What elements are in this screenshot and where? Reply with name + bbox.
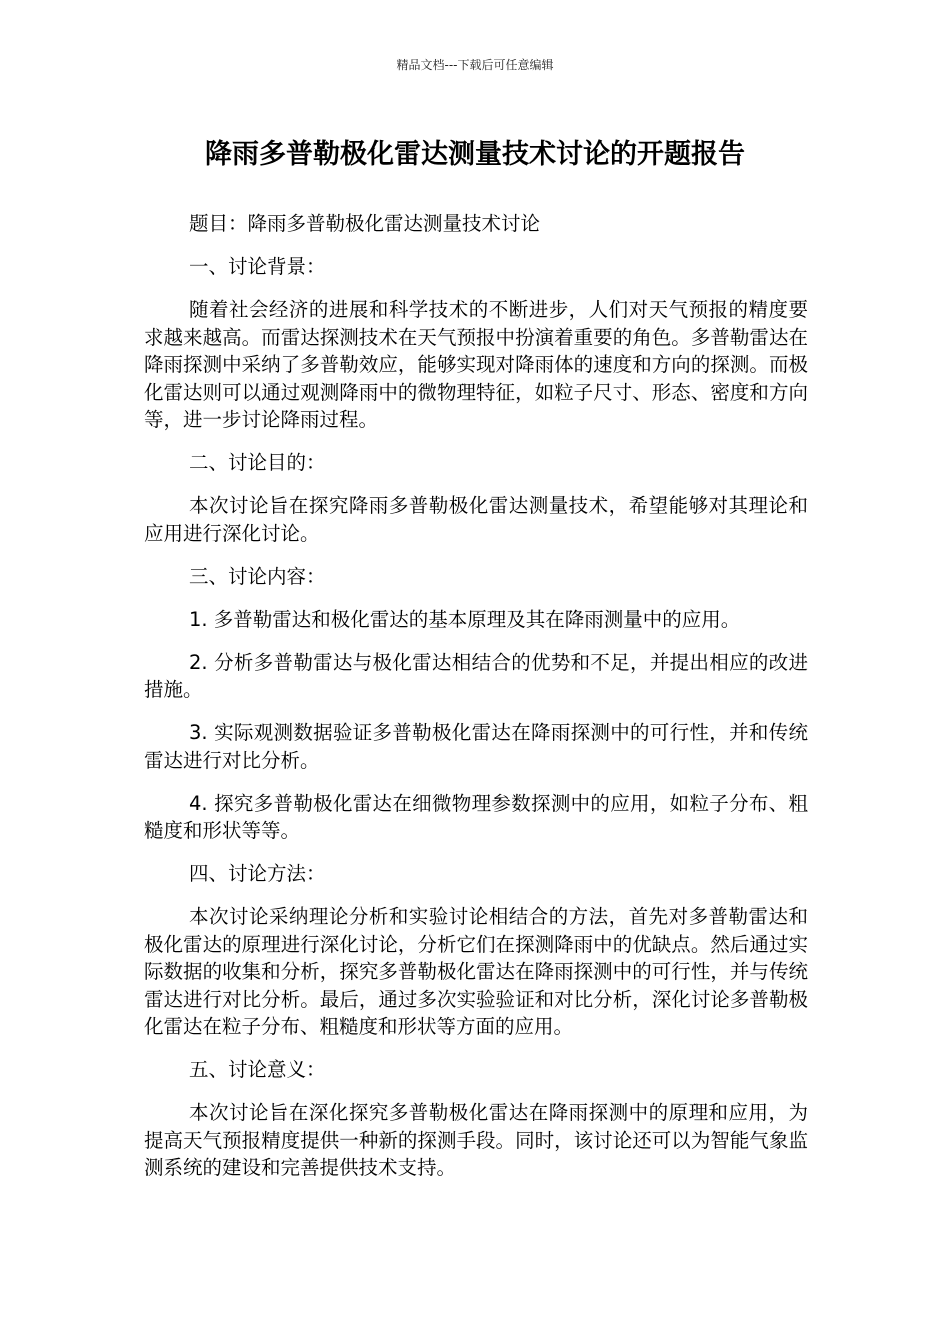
purpose-paragraph: 本次讨论旨在探究降雨多普勒极化雷达测量技术，希望能够对其理论和应用进行深化讨论。 bbox=[144, 494, 808, 545]
document-title: 降雨多普勒极化雷达测量技术讨论的开题报告 bbox=[205, 139, 745, 170]
section-heading-content: 三、讨论内容： bbox=[189, 564, 326, 588]
section-heading-background: 一、讨论背景： bbox=[189, 255, 326, 278]
section-heading-significance: 五、讨论意义： bbox=[189, 1058, 326, 1081]
background-paragraph: 随着社会经济的进展和科学技术的不断进步，人们对天气预报的精度要求越来越高。而雷达探测技术在天气预报中扮演着重要的角色。多普勒雷达在降雨探测中采纳了多普勒效应，能够实现对降雨体的速度和方向的探测。而极化雷达则可以通过观测降雨中的微物理特征，如粒子尺寸、形态、密度和方向等，进一步讨论降雨过程。 bbox=[144, 298, 808, 431]
topic-line: 题目：降雨多普勒极化雷达测量技术讨论 bbox=[189, 212, 541, 235]
content-item-4: 4. 探究多普勒极化雷达在细微物理参数探测中的应用，如粒子分布、粗糙度和形状等等。 bbox=[144, 791, 808, 842]
section-heading-purpose: 二、讨论目的： bbox=[189, 451, 326, 474]
content-item-2: 2. 分析多普勒雷达与极化雷达相结合的优势和不足，并提出相应的改进措施。 bbox=[144, 650, 808, 701]
significance-paragraph: 本次讨论旨在深化探究多普勒极化雷达在降雨探测中的原理和应用，为提高天气预报精度提供一种新的探测手段。同时，该讨论还可以为智能气象监测系统的建设和完善提供技术支持。 bbox=[144, 1101, 808, 1179]
content-item-1: 1. 多普勒雷达和极化雷达的基本原理及其在降雨测量中的应用。 bbox=[189, 607, 741, 631]
content-item-3: 3. 实际观测数据验证多普勒极化雷达在降雨探测中的可行性，并和传统雷达进行对比分析。 bbox=[144, 721, 808, 772]
document-body bbox=[144, 210, 808, 1197]
header-note: 精品文档---下载后可任意编辑 bbox=[396, 58, 554, 72]
method-paragraph: 本次讨论采纳理论分析和实验讨论相结合的方法，首先对多普勒雷达和极化雷达的原理进行深化讨论，分析它们在探测降雨中的优缺点。然后通过实际数据的收集和分析，探究多普勒极化雷达在降雨探测中的可行性，并与传统雷达进行对比分析。最后，通过多次实验验证和对比分析，深化讨论多普勒极化雷达在粒子分布、粗糙度和形状等方面的应用。 bbox=[144, 905, 808, 1038]
section-heading-method: 四、讨论方法： bbox=[189, 862, 326, 885]
